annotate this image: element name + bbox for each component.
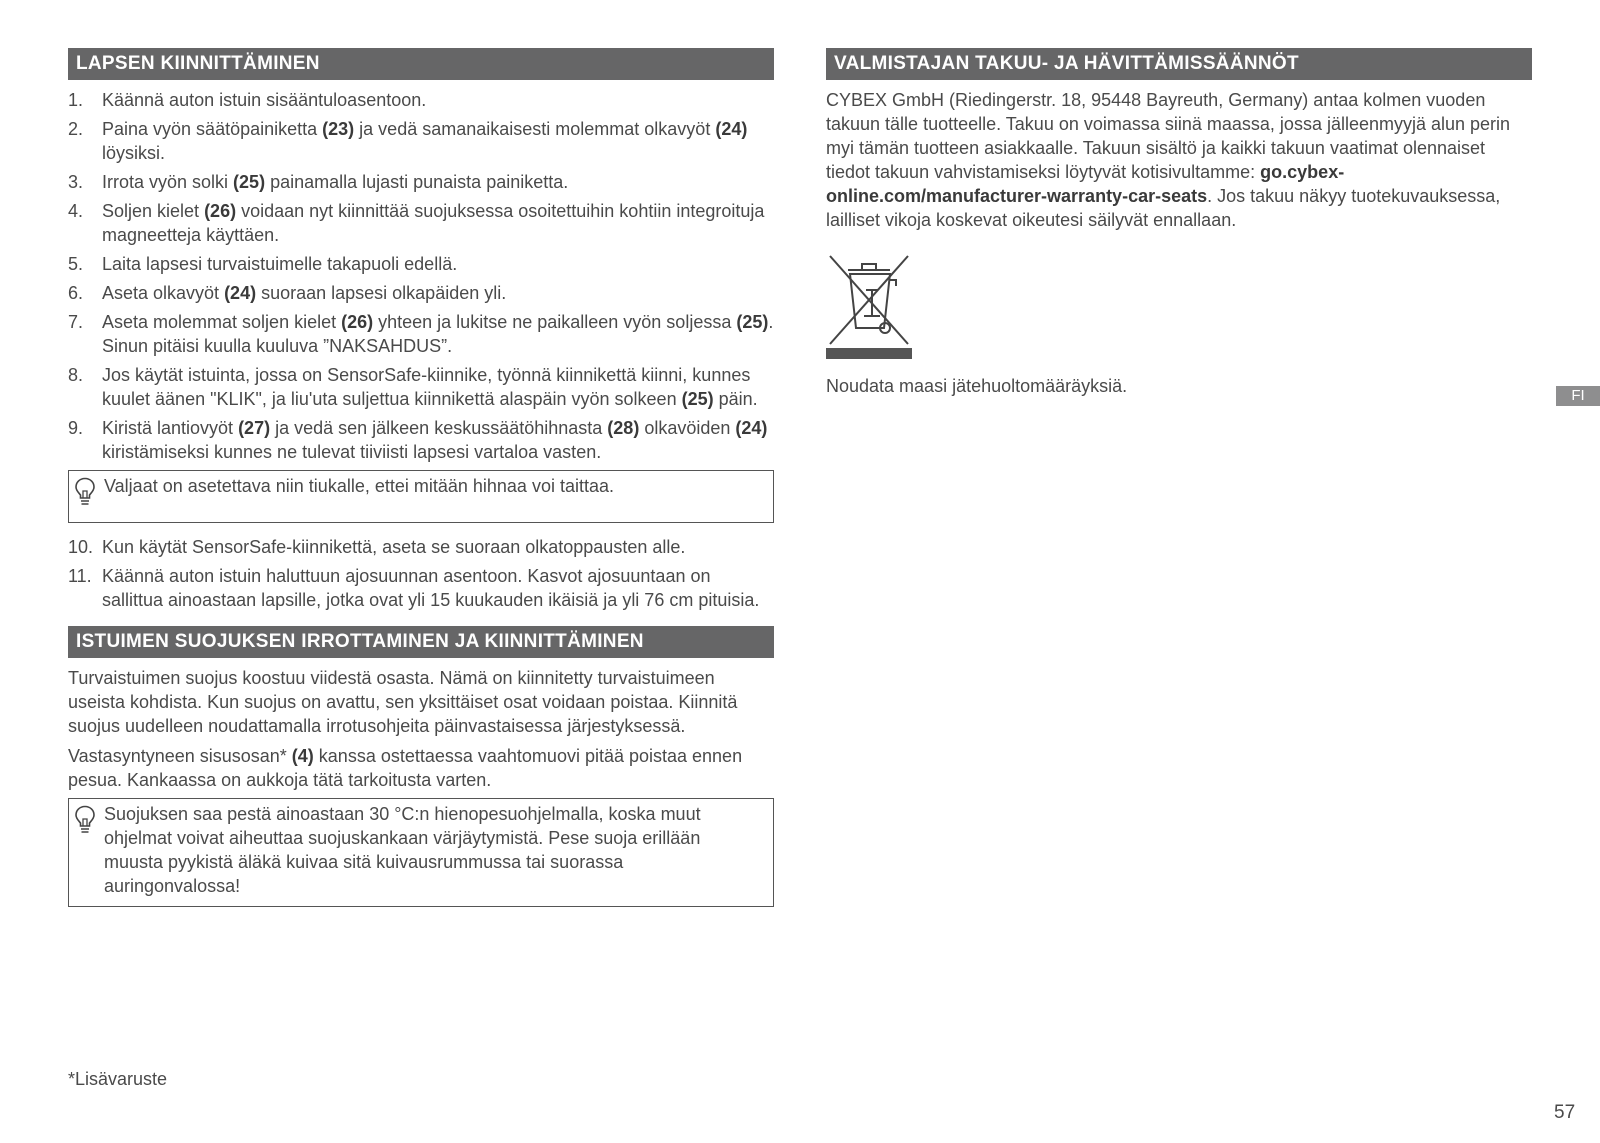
- list-item: 7. Aseta molemmat soljen kielet (26) yhteen ja lukitse ne paikalleen vyön soljessa (25). Sinun pitäisi kuulla kuuluva ”NAKSAHDUS”.: [68, 312, 774, 356]
- list-item: 5. Laita lapsesi turvaistuimelle takapuoli edellä.: [68, 254, 458, 274]
- list-item: 3. Irrota vyön solki (25) painamalla lujasti punaista painiketta.: [68, 172, 569, 192]
- list-item: 11. Käännä auton istuin haluttuun ajosuunnan asentoon. Kasvot ajosuuntaan on sallittua ainoastaan lapsille, jotka ovat yli 15 kuukauden ikäisiä ja yli 76 cm pituisia.: [68, 566, 760, 610]
- fastening-steps-list: [68, 88, 774, 464]
- footnote: *Lisävaruste: [68, 1069, 168, 1089]
- tip-note-harness: Valjaat on asetettava niin tiukalle, ettei mitään hihnaa voi taittaa.: [68, 470, 774, 523]
- crossed-out-wheelie-bin-icon: [826, 250, 912, 360]
- list-item: 10. Kun käytät SensorSafe-kiinnikettä, aseta se suoraan olkatoppausten alle.: [68, 537, 686, 557]
- list-item: 9. Kiristä lantiovyöt (27) ja vedä sen jälkeen keskussäätöhihnasta (28) olkavöiden (24) kiristämiseksi kunnes ne tulevat tiiviisti lapsesi vartaloa vasten.: [68, 418, 768, 462]
- fastening-steps-list-continued: [68, 535, 774, 612]
- section-heading-child-fastening: LAPSEN KIINNITTÄMINEN: [68, 48, 774, 80]
- list-item: 8. Jos käytät istuinta, jossa on SensorSafe-kiinnike, työnnä kiinnikettä kiinni, kunnes kuulet äänen "KLIK", ja liu'uta suljettua kiinnikettä alaspäin vyön solkeen (25) päin.: [68, 365, 758, 409]
- list-item: 4. Soljen kielet (26) voidaan nyt kiinnittää suojuksessa osoitettuihin kohtiin integroituja magneetteja käyttäen.: [68, 201, 765, 245]
- language-tab: FI: [1556, 386, 1600, 406]
- section-heading-warranty: VALMISTAJAN TAKUU- JA HÄVITTÄMISSÄÄNNÖT: [826, 48, 1532, 80]
- right-column: [826, 48, 1532, 404]
- page-number: 57: [1554, 1102, 1576, 1123]
- section-heading-cover-removal: ISTUIMEN SUOJUKSEN IRROTTAMINEN JA KIINNITTÄMINEN: [68, 626, 774, 658]
- newborn-insert-paragraph: Vastasyntyneen sisusosan* (4) kanssa ostettaessa vaahtomuovi pitää poistaa ennen pesua. Kankaassa on aukkoja tätä tarkoitusta varten.: [68, 746, 743, 790]
- disposal-text: Noudata maasi jätehuoltomääräyksiä.: [826, 376, 1128, 396]
- cover-paragraph: Turvaistuimen suojus koostuu viidestä osasta. Nämä on kiinnitetty turvaistuimeen useista kohdista. Kun suojus on avattu, sen yksittäiset osat voidaan poistaa. Kiinnitä suojus uudelleen noudattamalla irrotusohjeita päinvastaisessa järjestyksessä.: [68, 668, 738, 736]
- list-item: 2. Paina vyön säätöpainiketta (23) ja vedä samanaikaisesti molemmat olkavyöt (24) löysiksi.: [68, 119, 748, 163]
- lightbulb-icon: [74, 477, 96, 507]
- warranty-paragraph: CYBEX GmbH (Riedingerstr. 18, 95448 Bayreuth, Germany) antaa kolmen vuoden takuun tälle tuotteelle. Takuu on voimassa siinä maassa, jossa jälleenmyyjä alun perin myi tämän tuotteen asiakkaalle. Takuun sisältö ja kaikki takuun vaatimat olennaiset tiedot takuun vahvistamiseksi löytyvät kotisivultamme: go.cybex-online.com/manufacturer-warranty-car-seats. Jos takuu näkyy tuotekuvauksessa, lailliset vikoja koskevat oikeutesi säilyvät ennallaan.: [826, 90, 1511, 230]
- list-item: 1. Käännä auton istuin sisääntuloasentoon.: [68, 90, 427, 110]
- lightbulb-icon: [74, 805, 96, 835]
- list-item: 6. Aseta olkavyöt (24) suoraan lapsesi olkapäiden yli.: [68, 283, 507, 303]
- warranty-link: go.cybex-online.com/manufacturer-warranty-car-seats: [826, 162, 1345, 206]
- left-column: [68, 48, 774, 917]
- tip-note-washing: Suojuksen saa pestä ainoastaan 30 °C:n hienopesuohjelmalla, koska muut ohjelmat voivat aiheuttaa suojuskankaan värjäytymistä. Pese suoja erillään muusta pyykistä äläkä kuivaa sitä kuivausrummussa tai suorassa auringonvalossa!: [68, 798, 774, 907]
